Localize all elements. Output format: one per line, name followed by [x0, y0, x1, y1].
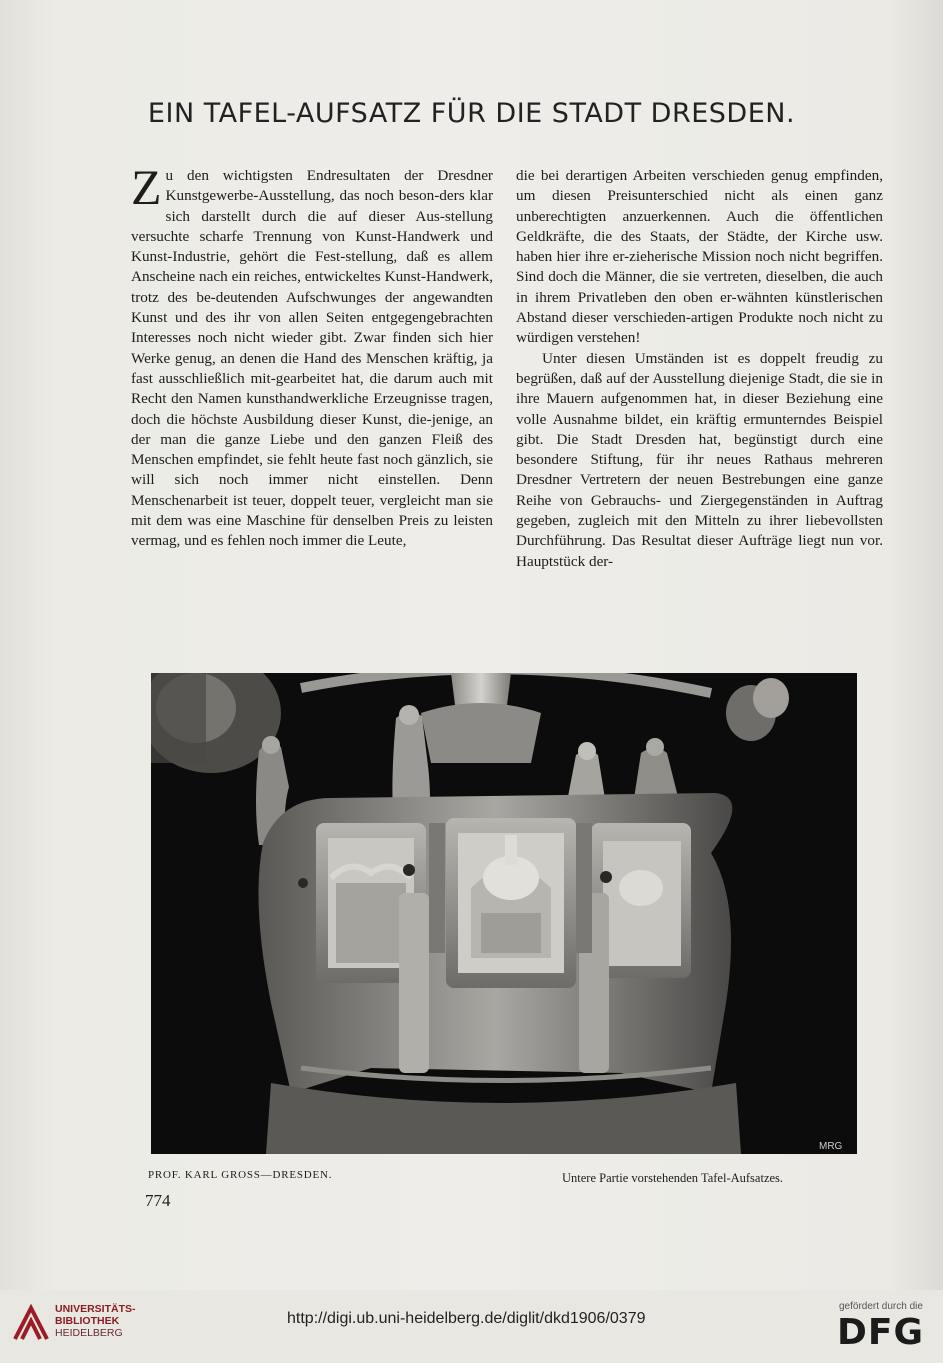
library-name-line3: HEIDELBERG	[55, 1327, 123, 1339]
drop-cap: Z	[131, 159, 162, 215]
permalink-url[interactable]: http://digi.ub.uni-heidelberg.de/diglit/dkd1906/0379	[287, 1310, 646, 1327]
caption-description: Untere Partie vorstehenden Tafel-Aufsatzes.	[562, 1171, 784, 1185]
left-column-text: u den wichtigsten Endresultaten der Dresdner Kunstgewerbe-Ausstellung, das noch beson-ders klar sich darstellt durch die auf dieser Aus-stellung versuchte scharfe Trennung von Kunst-Handwerk und Kunst-Industrie, gehört die Fest-stellung, daß es allem Anscheine nach ein reiches, entwickeltes Kunst-Handwerk, trotz des be-deutenden Aufschwunges der angewandten Kunst und des ihr von allen Seiten entgegengebrachten Interesses noch nicht wieder gibt. Zwar finden sich hier Werke genug, an denen die Hand des Menschen kräftig, ja fast ausschließlich mit-gearbeitet hat, die darum auch mit Recht den Namen kunsthandwerkliche Erzeugnisse tragen, doch die höchste Ausbildung dieser Kunst, die-jenige, an der man die ganze Liebe und den ganzen Fleiß des Menschen empfindet, sie fehlt heute fast noch gänzlich, sie will sich noch immer nicht einstellen. Denn Menschenarbeit ist teuer, doppelt teuer, vergleicht man sie mit dem was eine Maschine für denselben Preis zu leisten vermag, und es fehlen noch immer die Leute,	[131, 167, 493, 550]
text-column-left	[131, 159, 493, 552]
caption-artist: PROF. KARL GROSS—DRESDEN.	[148, 1169, 333, 1181]
dfg-logo: DFG	[837, 1312, 925, 1353]
article-title: EIN TAFEL-AUFSATZ FÜR DIE STADT DRESDEN.	[147, 98, 796, 129]
right-column-paragraph-2: Unter diesen Umständen ist es doppelt freudig zu begrüßen, daß auf der Ausstellung diejenige Stadt, die sie in ihre Mauern aufgenommen hat, in dieser Beziehung eine volle Ausnahme bildet, ein kräftig ermunterndes Beispiel gibt. Die Stadt Dresden hat, begünstigt durch eine besondere Stiftung, für ihr neues Rathaus mehreren Dresdner Vertretern der neuen Bestrebungen eine ganze Reihe von Gebrauchs- und Ziergegenständen in Auftrag gegeben, zugleich mit den Mitteln zu ihrer liebevollsten Durchführung. Das Resultat dieser Aufträge liegt nun vor. Hauptstück der-	[516, 349, 883, 570]
photo-plate-table-centerpiece	[151, 673, 857, 1154]
funding-note: gefördert durch die	[839, 1301, 923, 1312]
library-name	[55, 1303, 136, 1339]
centerpiece-illustration	[151, 673, 857, 1154]
library-name-line1: UNIVERSITÄTS-	[55, 1303, 136, 1315]
library-name-line2: BIBLIOTHEK	[55, 1315, 120, 1327]
right-column-paragraph-1: die bei derartigen Arbeiten verschieden genug empfinden, um diesen Preisunterschied nicht als einen ganz unberechtigten anzuerkennen. Auch die öffentlichen Geldkräfte, die des Staats, der Städte, der Kirche usw. haben hier ihre er-zieherische Mission noch nicht begriffen. Sind doch die Männer, die sie vertreten, dieselben, die auch in ihrem Privatleben den oben er-wähnten künstlerischen Abstand dieser verschieden-artigen Produkte noch nicht zu würdigen verstehen!	[516, 167, 883, 347]
library-logo-icon	[12, 1304, 50, 1342]
text-column-right	[516, 166, 883, 572]
page-number: 774	[145, 1191, 171, 1210]
footer-bar	[0, 1290, 943, 1363]
plate-signature: MRG	[819, 1141, 843, 1152]
